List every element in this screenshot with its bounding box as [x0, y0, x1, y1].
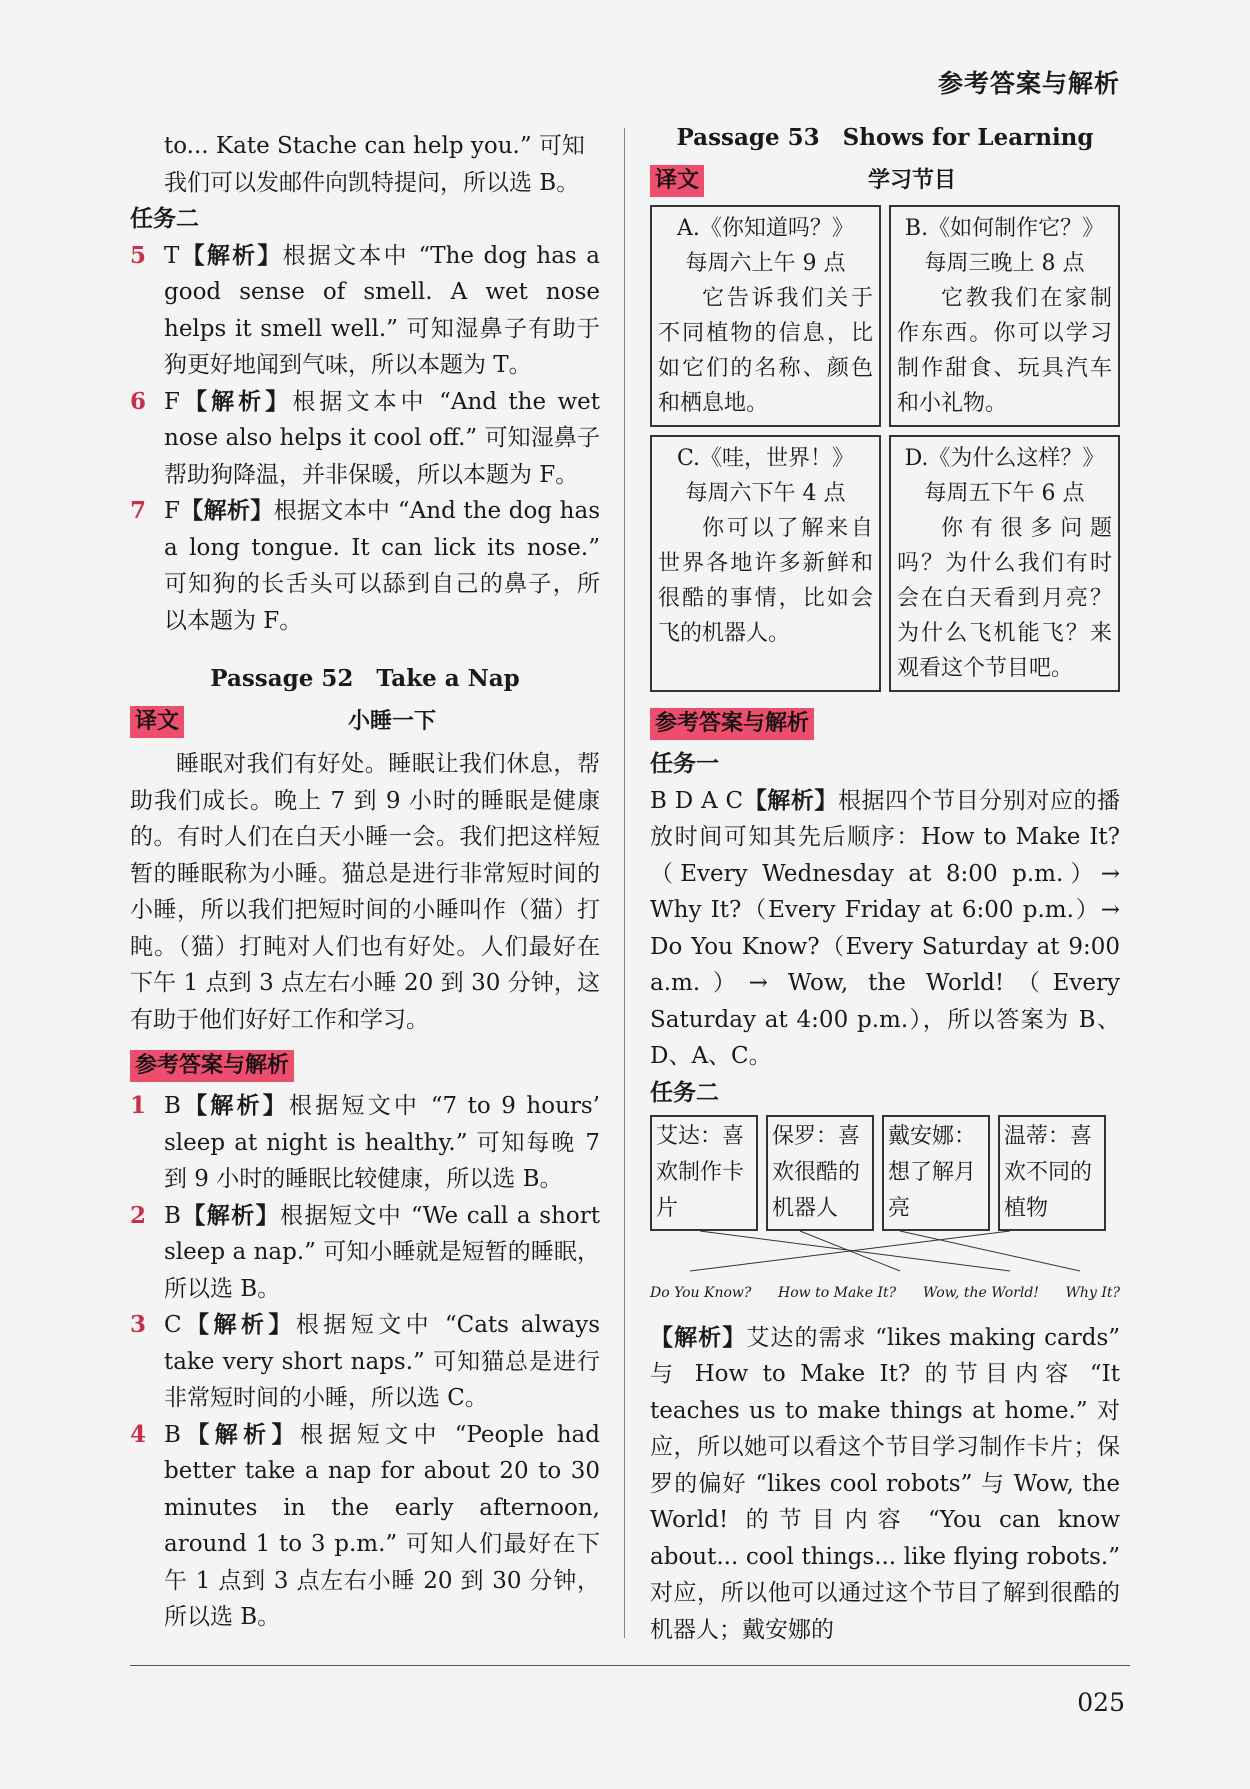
jiexi-label: 【解析】	[179, 242, 283, 269]
answer-item	[130, 384, 600, 494]
show-label: Do You Know?	[650, 1285, 752, 1301]
item-answer: F	[164, 388, 180, 415]
jiexi-label: 【解析】	[179, 498, 274, 524]
item-answer: B	[164, 1202, 181, 1229]
jiexi-label: 【解析】	[180, 1093, 290, 1119]
task1-ans: B D A C	[650, 787, 744, 814]
translation-tag: 译文	[130, 706, 184, 738]
item-answer: F	[164, 498, 180, 524]
show-time: 每周六上午 9 点	[685, 251, 846, 276]
show-box	[889, 205, 1120, 427]
translation-title: 小睡一下	[348, 708, 437, 734]
show-title: B.《如何制作它？》	[904, 216, 1105, 241]
item-explanation: 根据短文中 “Cats always take very short naps.” 可知猫总是进行非常短时间的小睡，所以选 C。	[164, 1312, 600, 1411]
show-desc: 它教我们在家制作东西。你可以学习制作甜食、玩具汽车和小礼物。	[897, 286, 1112, 416]
item-number: 6	[130, 387, 147, 415]
matching-area	[650, 1115, 1120, 1312]
right-column	[650, 124, 1121, 1648]
answer-item	[130, 1307, 600, 1417]
left-column	[130, 128, 600, 1636]
show-time: 每周五下午 6 点	[924, 481, 1085, 506]
person-card: 戴安娜：想了解月亮	[882, 1115, 990, 1231]
person-card: 保罗：喜欢很酷的机器人	[766, 1115, 874, 1231]
item-explanation: 根据短文中 “We call a short sleep a nap.” 可知小睡就是短暂的睡眠，所以选 B。	[164, 1202, 600, 1302]
item-number: 3	[130, 1311, 147, 1338]
passage-52-title: Passage 52 Take a Nap	[210, 665, 520, 692]
item-explanation: 根据文本中 “And the dog has a long tongue. It can lick its nose.” 可知狗的长舌头可以舔到自己的鼻子，所以本题为 F。	[164, 498, 600, 634]
jiexi-label: 【解析】	[180, 1421, 300, 1448]
translation-title: 学习节目	[868, 167, 957, 193]
item-number: 5	[130, 241, 147, 269]
show-boxes	[650, 205, 1120, 692]
answer-item	[130, 1088, 600, 1198]
show-desc: 它告诉我们关于不同植物的信息，比如它们的名称、颜色和栖息地。	[658, 286, 873, 416]
task2-label: 任务二	[650, 1079, 719, 1106]
person-card: 温蒂：喜欢不同的植物	[998, 1115, 1106, 1231]
show-label: Wow, the World!	[922, 1285, 1039, 1301]
continued-text: to... Kate Stache can help you.” 可知我们可以发邮件向凯特提问，所以选 B。	[164, 133, 585, 196]
item-answer: C	[164, 1312, 182, 1338]
matching-lines	[650, 1231, 1120, 1281]
jiexi-label: 【解析】	[181, 1312, 296, 1338]
show-time: 每周六下午 4 点	[685, 481, 846, 506]
item-explanation: 根据文本中 “And the wet nose also helps it cool off.” 可知湿鼻子帮助狗降温，并非保暖，所以本题为 F。	[164, 388, 601, 488]
item-number: 7	[130, 497, 147, 524]
jiexi-label: 【解析】	[180, 1202, 281, 1229]
passage-53-title: Passage 53 Shows for Learning	[676, 124, 1094, 151]
task2-label: 任务二	[130, 206, 199, 232]
item-answer: T	[164, 242, 180, 269]
show-title: A.《你知道吗？》	[677, 216, 854, 241]
task2-text: 艾达的需求 “likes making cards” 与 How to Make It? 的节目内容 “It teaches us to make things at home.” 对应，所以她可以看这个节目学习制作卡片；保罗的偏好 “likes cool robots” 与 Wow, the World! 的节目内容 “You can know about... cool things... like flying robots.” 对应，所以他可以通过这个节目了解到很酷的机器人；戴安娜的	[650, 1324, 1120, 1643]
item-number: 2	[130, 1201, 147, 1229]
show-box	[650, 205, 881, 427]
task1-label: 任务一	[650, 751, 719, 777]
answer-tag: 参考答案与解析	[650, 708, 814, 740]
show-label: How to Make It?	[778, 1285, 897, 1301]
person-card: 艾达：喜欢制作卡片	[650, 1115, 758, 1231]
item-answer: B	[164, 1421, 181, 1448]
show-title: C.《哇，世界！》	[676, 446, 855, 471]
show-desc: 你有很多问题吗？为什么我们有时会在白天看到月亮？为什么飞机能飞？来观看这个节目吧。	[897, 516, 1112, 681]
jiexi-label: 【解析】	[179, 388, 293, 415]
column-divider	[624, 128, 625, 1638]
item-answer: B	[164, 1093, 181, 1119]
answer-tag: 参考答案与解析	[130, 1050, 294, 1082]
item-number: 4	[130, 1420, 147, 1448]
item-explanation: 根据文本中 “The dog has a good sense of smell. A wet nose helps it smell well.” 可知湿鼻子有助于狗更好地闻到气味，所以本题为 T。	[164, 242, 601, 378]
answer-item	[130, 493, 600, 639]
task1-answer	[650, 783, 1120, 1075]
show-title: D.《为什么这样？》	[904, 446, 1105, 471]
task2-explanation	[650, 1320, 1120, 1649]
page-number: 025	[1077, 1688, 1125, 1717]
translation-tag: 译文	[650, 165, 704, 197]
show-label: Why It?	[1065, 1285, 1120, 1301]
answer-item	[130, 238, 600, 384]
page-header: 参考答案与解析	[937, 69, 1120, 98]
translation-body: 睡眠对我们有好处。睡眠让我们休息，帮助我们成长。晚上 7 到 9 小时的睡眠是健康的。有时人们在白天小睡一会。我们把这样短暂的睡眠称为小睡。猫总是进行非常短时间的小睡，所以我们把短时间的小睡叫作（猫）打盹。（猫）打盹对人们也有好处。人们最好在下午 1 点到 3 点左右小睡 20 到 30 分钟，这有助于他们好好工作和学习。	[130, 751, 600, 1033]
item-number: 1	[130, 1092, 147, 1119]
task1-text: 根据四个节目分别对应的播放时间可知其先后顺序：How to Make It?（Every Wednesday at 8:00 p.m.）→ Why It?（Every Friday at 6:00 p.m.）→ Do You Know?（Every Saturday at 9:00 a.m.）→ Wow, the World!（Every Saturday at 4:00 p.m.），所以答案为 B、D、A、C。	[650, 787, 1121, 1069]
show-box	[650, 435, 881, 692]
answer-item	[130, 1417, 600, 1636]
answer-item	[130, 1198, 600, 1308]
jiexi-label: 【解析】	[650, 1324, 747, 1351]
show-desc: 你可以了解来自世界各地许多新鲜和很酷的事情，比如会飞的机器人。	[658, 516, 873, 646]
item-explanation: 根据短文中 “People had better take a nap for about 20 to 30 minutes in the early afternoon, around 1 to 3 p.m.” 可知人们最好在下午 1 点到 3 点左右小睡 20 到 30 分钟，所以选 B。	[164, 1421, 600, 1630]
show-box	[889, 435, 1120, 692]
show-time: 每周三晚上 8 点	[924, 251, 1085, 276]
jiexi-label: 【解析】	[743, 787, 838, 814]
item-explanation: 根据短文中 “7 to 9 hours’ sleep at night is healthy.” 可知每晚 7 到 9 小时的睡眠比较健康，所以选 B。	[164, 1093, 600, 1192]
footer-rule	[130, 1665, 1130, 1666]
translation-header	[130, 704, 600, 741]
